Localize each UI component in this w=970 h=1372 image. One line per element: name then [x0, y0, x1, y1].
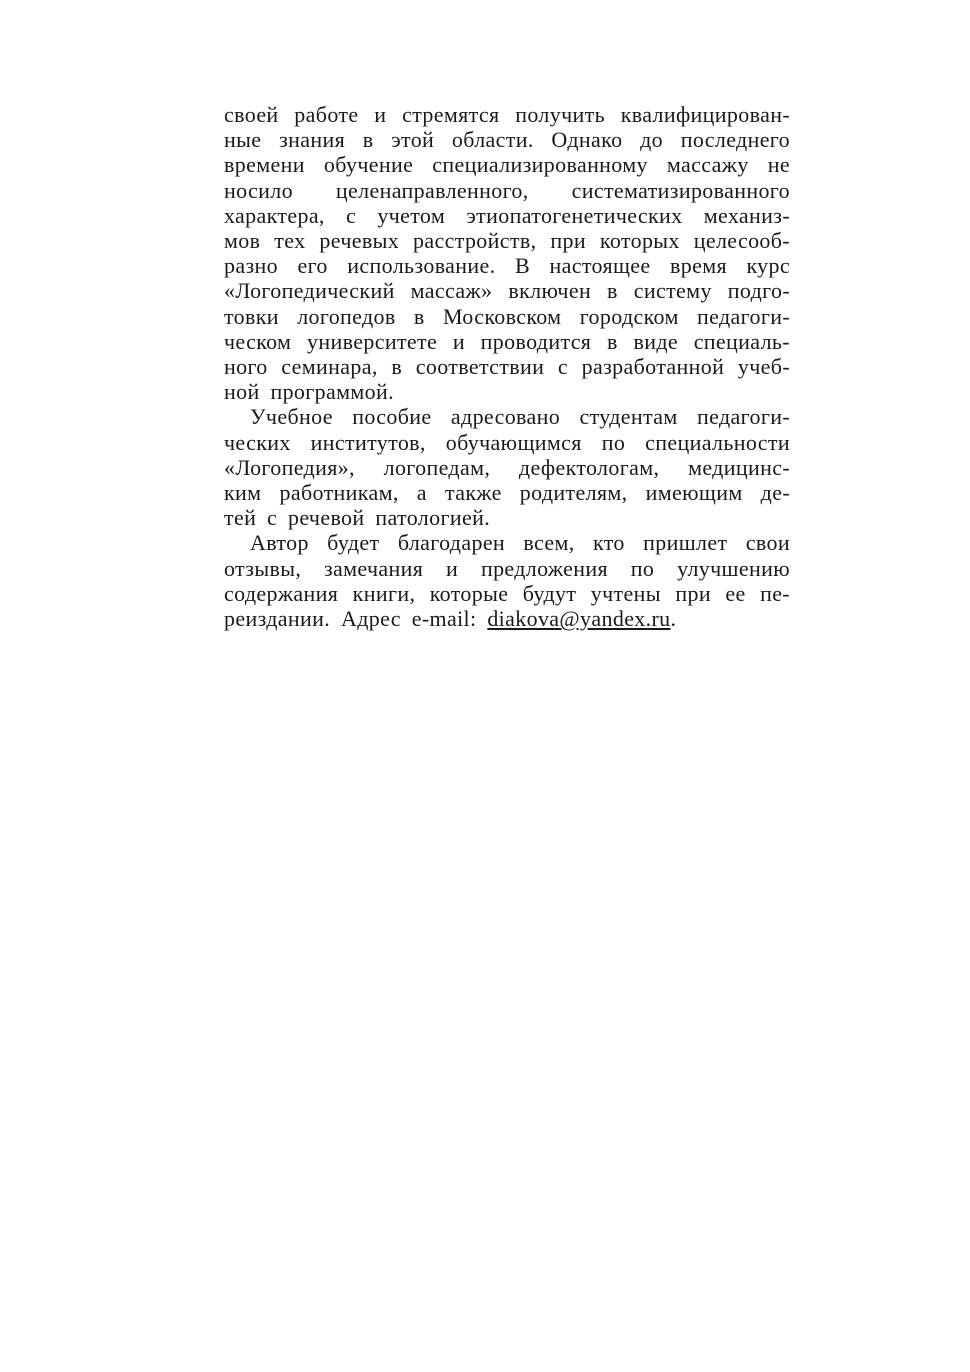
text-line: ким работникам, а также родителям, имеющим де- — [224, 480, 790, 506]
text-line: отзывы, замечания и предложения по улучшению — [224, 555, 790, 581]
text-line: ческих институтов, обучающимся по специальности — [224, 429, 790, 455]
text-line: разно его использование. В настоящее время курс — [224, 253, 790, 279]
paragraph — [224, 404, 790, 530]
text-line: тей с речевой патологией. — [224, 505, 491, 531]
text-line: содержания книги, которые будут учтены при ее пе- — [224, 580, 790, 606]
text-line: ного семинара, в соответствии с разработанной учеб- — [224, 354, 790, 380]
email-link[interactable]: diakova@yandex.ru — [487, 606, 671, 632]
paragraph — [224, 530, 790, 631]
text-line: товки логопедов в Московском городском педагоги- — [224, 303, 790, 329]
text-line: ные знания в этой области. Однако до последнего — [224, 127, 790, 153]
text-line: «Логопедия», логопедам, дефектологам, медицинс- — [224, 454, 790, 480]
text-line: ной программой. — [224, 379, 394, 405]
email-line-suffix: . — [670, 606, 677, 632]
email-line-prefix: реиздании. Адрес e-mail: — [224, 606, 488, 632]
paragraph — [224, 102, 790, 404]
text-line: Учебное пособие адресовано студентам педагоги- — [250, 404, 790, 430]
text-line: времени обучение специализированному массажу не — [224, 152, 790, 178]
text-line: «Логопедический массаж» включен в систему подго- — [224, 278, 790, 304]
text-line: характера, с учетом этиопатогенетических механиз- — [224, 202, 790, 228]
text-line: мов тех речевых расстройств, при которых целесооб- — [224, 228, 790, 254]
text-line: своей работе и стремятся получить квалифицирован- — [224, 102, 790, 127]
page-text-block — [224, 102, 790, 631]
text-line: Автор будет благодарен всем, кто пришлет свои — [250, 530, 790, 556]
text-line: носило целенаправленного, систематизированного — [224, 177, 790, 203]
text-line-with-email — [224, 606, 790, 631]
text-line: ческом университете и проводится в виде специаль- — [224, 328, 790, 354]
